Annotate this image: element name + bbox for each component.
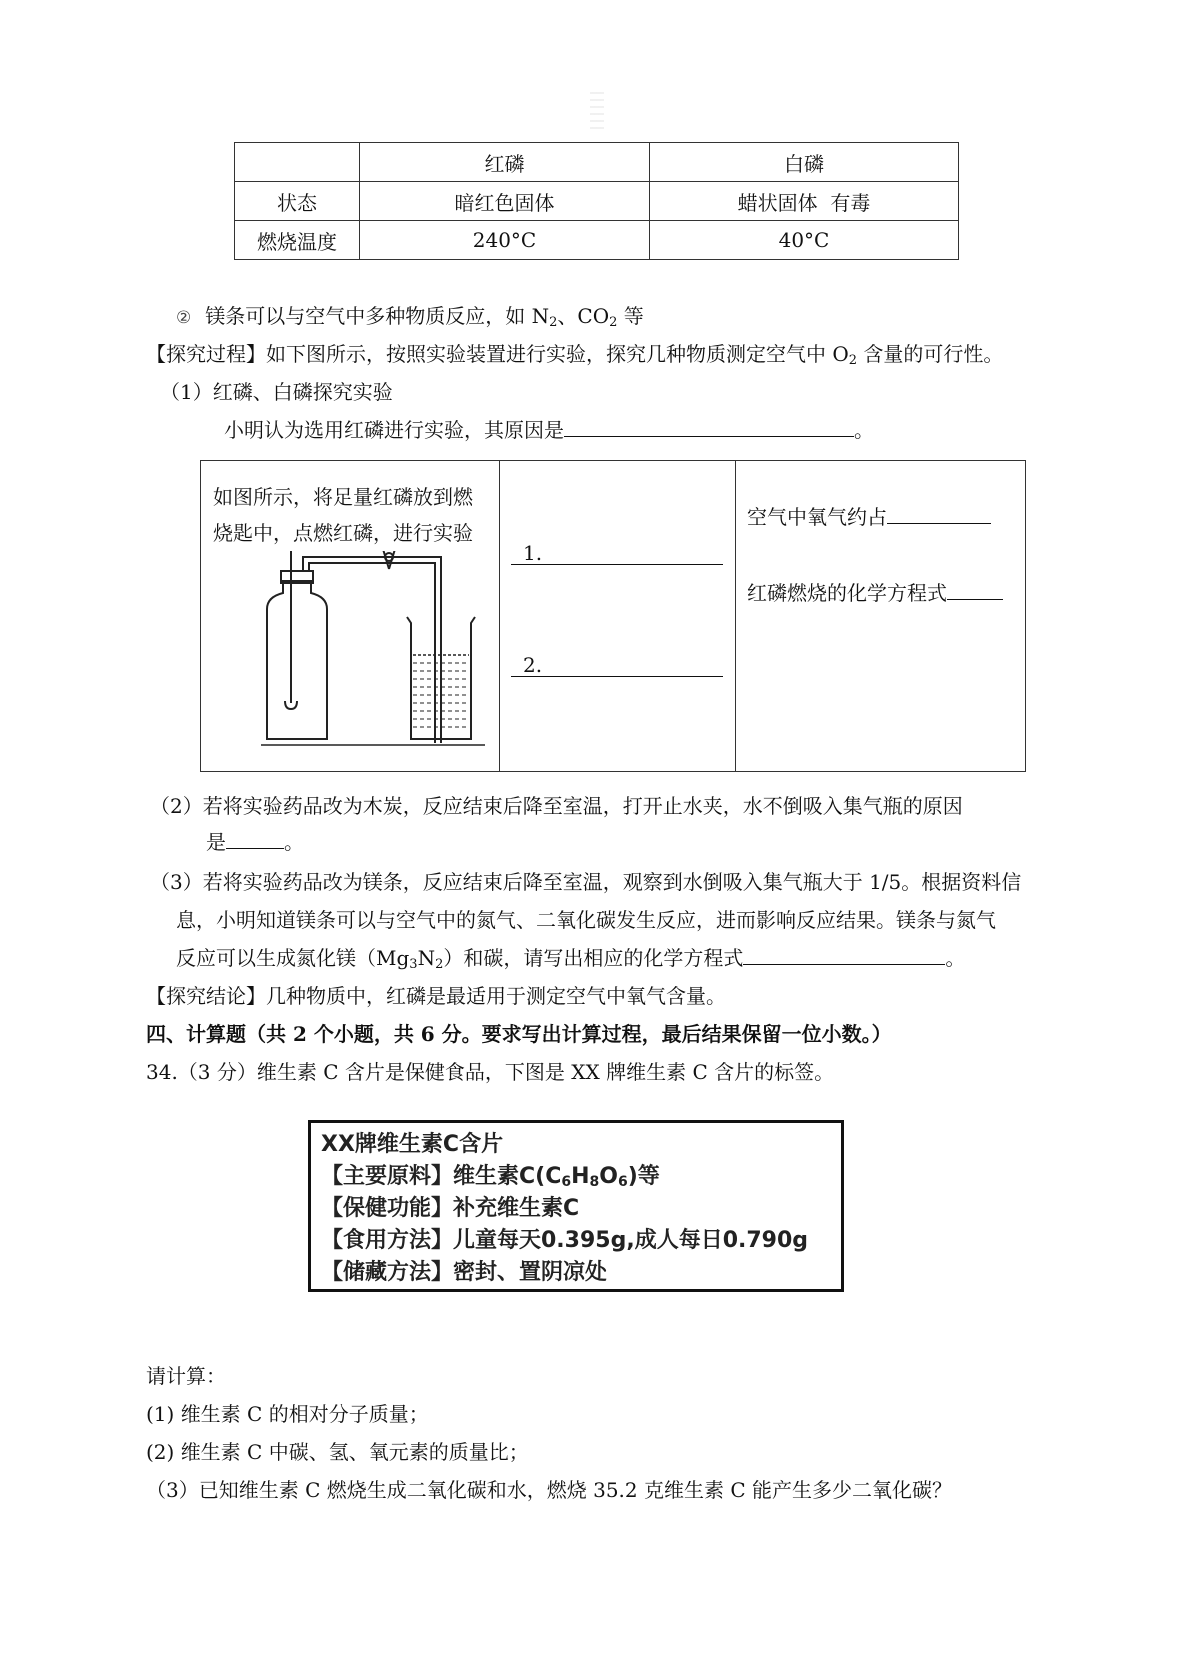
table-header-row	[235, 143, 959, 182]
label-storage: 【储藏方法】密封、置阴凉处	[321, 1260, 608, 1285]
observation-2: 2.	[523, 653, 543, 677]
question-3-line1: （3）若将实验药品改为镁条，反应结束后降至室温，观察到水倒吸入集气瓶大于 1/5。根据资料信	[150, 870, 1022, 894]
apparatus-diagram	[261, 551, 485, 759]
table-header-cell	[235, 143, 360, 182]
procedure-text: 如图所示，将足量红磷放到燃	[213, 485, 473, 509]
experiment-box	[200, 460, 1026, 772]
label-usage: 【食用方法】儿童每天0.395g,成人每日0.790g	[321, 1228, 809, 1253]
table-header-cell: 红磷	[360, 143, 650, 182]
circled-number: ②	[176, 308, 192, 328]
vitamin-c-label	[308, 1120, 844, 1292]
conclusion-text-2: 红磷燃烧的化学方程式	[747, 577, 1003, 606]
answer-blank[interactable]	[947, 598, 1003, 600]
conclusion-paragraph: 【探究结论】几种物质中，红磷是最适用于测定空气中氧气含量。	[146, 984, 726, 1008]
table-cell: 燃烧温度	[235, 221, 360, 260]
label-title: XX牌维生素C含片	[321, 1132, 504, 1157]
note-magnesium: ② 镁条可以与空气中多种物质反应，如 $N_2$、$CO_2$ 等	[176, 304, 644, 330]
answer-blank[interactable]	[564, 435, 854, 437]
answer-blank[interactable]	[743, 963, 945, 965]
question-1-reason: 小明认为选用红磷进行实验，其原因是 。	[224, 418, 874, 442]
answer-blank[interactable]	[511, 675, 723, 677]
scan-mark	[590, 92, 604, 134]
table-cell: 240°C	[360, 221, 650, 260]
process-paragraph: 【探究过程】如下图所示，按照实验装置进行实验，探究几种物质测定空气中 $O_2$ 含量的可行性。	[146, 342, 1004, 368]
phosphorus-comparison-table	[234, 142, 959, 260]
question-3-line3: 反应可以生成氮化镁$(Mg_3N_2)$和碳，请写出相应的化学方程式 。	[176, 946, 966, 972]
table-row	[235, 182, 959, 221]
section-heading: 四、计算题（共 2 个小题，共 6 分。要求写出计算过程，最后结果保留一位小数。）	[146, 1022, 892, 1046]
calc-question-1: (1) 维生素 C 的相对分子质量；	[146, 1402, 429, 1426]
calc-intro: 请计算：	[146, 1364, 226, 1388]
observation-1: 1.	[523, 541, 543, 565]
question-2-line1: （2）若将实验药品改为木炭，反应结束后降至室温，打开止水夹，水不倒吸入集气瓶的原因	[150, 794, 963, 818]
calc-question-3: （3）已知维生素 C 燃烧生成二氧化碳和水，燃烧 35.2 克维生素 C 能产生多少二氧化碳？	[146, 1478, 953, 1502]
connecting-tube	[303, 557, 441, 743]
answer-blank[interactable]	[226, 847, 284, 849]
answer-blank[interactable]	[511, 563, 723, 565]
procedure-text: 烧匙中，点燃红磷，进行实验	[213, 521, 473, 545]
table-cell: 40°C	[650, 221, 959, 260]
question-3-line2: 息，小明知道镁条可以与空气中的氮气、二氧化碳发生反应，进而影响反应结果。镁条与氮气	[176, 908, 996, 932]
table-cell: 蜡状固体 有毒	[650, 182, 959, 221]
answer-blank[interactable]	[887, 522, 991, 524]
divider	[499, 461, 500, 771]
table-cell: 暗红色固体	[360, 182, 650, 221]
question-2-line2: 是 。	[206, 830, 304, 854]
gas-bottle	[267, 581, 327, 739]
divider	[735, 461, 736, 771]
table-cell: 状态	[235, 182, 360, 221]
calc-question-2: (2) 维生素 C 中碳、氢、氧元素的质量比；	[146, 1440, 529, 1464]
question-34: 34.（3 分）维生素 C 含片是保健食品，下图是 XX 牌维生素 C 含片的标签。	[146, 1060, 835, 1084]
table-row	[235, 221, 959, 260]
question-1-title: （1）红磷、白磷探究实验	[160, 380, 393, 404]
label-ingredients: 【主要原料】维生素$C(C_6H_8O_6)$等	[321, 1164, 660, 1190]
table-header-cell: 白磷	[650, 143, 959, 182]
conclusion-text-1: 空气中氧气约占	[747, 501, 991, 530]
label-function: 【保健功能】补充维生素C	[321, 1196, 580, 1221]
